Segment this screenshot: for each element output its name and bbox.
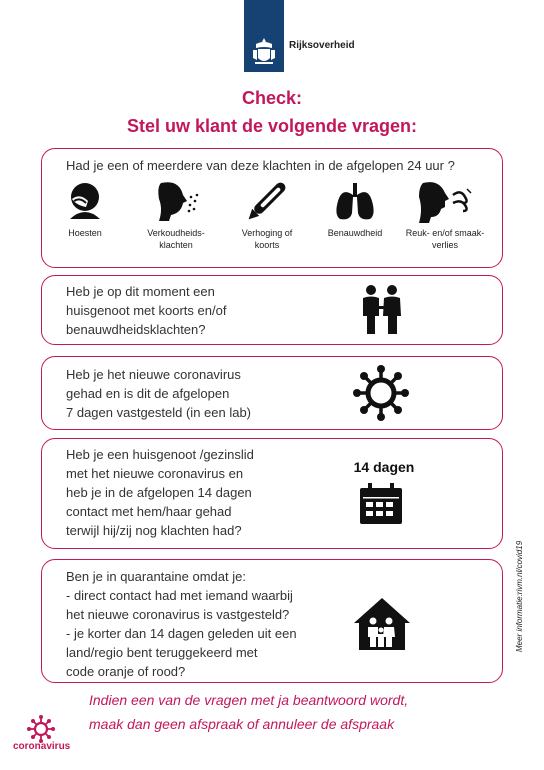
- page-subtitle: Stel uw klant de volgende vragen:: [126, 116, 418, 136]
- question-line: heb je in de afgelopen 14 dagen: [66, 485, 252, 500]
- symptom-label: Verhoging of koorts: [241, 228, 293, 250]
- footer-instruction-line2: maak dan geen afspraak of annuleer de afspraak: [89, 716, 395, 732]
- question-line: Heb je het nieuwe coronavirus: [66, 367, 241, 382]
- smell-loss-icon: [417, 179, 473, 223]
- question-text: [66, 282, 226, 339]
- question-line: - je korter dan 14 dagen geleden uit een: [66, 626, 297, 641]
- symptom-label: Benauwdheid: [327, 228, 383, 238]
- footer-instruction-line1: Indien een van de vragen met ja beantwoord wordt,: [89, 692, 409, 708]
- household-people-icon: [360, 284, 404, 336]
- page-title: Check:: [241, 88, 303, 108]
- question-quarantine-box: [41, 559, 503, 683]
- coronavirus-logo-icon: [26, 714, 56, 744]
- sneezing-icon: [153, 179, 199, 223]
- question-infected-box: [41, 356, 503, 430]
- question-line: code oranje of rood?: [66, 664, 186, 679]
- question-line: land/regio bent teruggekeerd met: [66, 645, 258, 660]
- virus-icon: [352, 364, 410, 422]
- question-line: met het nieuwe coronavirus en: [66, 466, 244, 481]
- more-info-note: Meer informatie:rivm.nl/covid19: [515, 540, 524, 652]
- question-symptoms-box: [41, 148, 503, 268]
- question-text: [66, 567, 297, 681]
- symptom-fever: [224, 179, 310, 251]
- question-housemate-box: [41, 275, 503, 345]
- question-line: benauwdheidsklachten?: [66, 322, 206, 337]
- symptom-label: Reuk- en/of smaak- verlies: [405, 228, 485, 250]
- symptom-smell-loss: [402, 179, 488, 251]
- coronavirus-logo-text: coronavirus: [13, 741, 71, 752]
- question-contact-box: [41, 438, 503, 549]
- question-line: het nieuwe coronavirus is vastgesteld?: [66, 607, 290, 622]
- symptom-label: Hoesten: [68, 228, 102, 238]
- coughing-icon: [62, 179, 108, 223]
- question-line: contact met hem/haar gehad: [66, 504, 232, 519]
- question-text: [66, 445, 254, 540]
- brand-name: Rijksoverheid: [289, 40, 355, 51]
- thermometer-icon: [244, 179, 290, 223]
- question-text: Had je een of meerdere van deze klachten in de afgelopen 24 uur ?: [66, 158, 455, 173]
- crest-icon: [250, 36, 278, 66]
- calendar-icon: [359, 483, 403, 525]
- house-family-icon: [353, 597, 411, 651]
- question-line: - direct contact had met iemand waarbij: [66, 588, 293, 603]
- question-line: Heb je op dit moment een: [66, 284, 215, 299]
- symptom-label: Verkoudheids- klachten: [147, 228, 205, 250]
- symptom-cold: [133, 179, 219, 251]
- question-line: huisgenoot met koorts en/of: [66, 303, 227, 318]
- question-line: Ben je in quarantaine omdat je:: [66, 569, 246, 584]
- question-line: terwijl hij/zij nog klachten had?: [66, 523, 242, 538]
- lungs-icon: [332, 179, 378, 223]
- question-text: [66, 365, 251, 422]
- days-label: 14 dagen: [353, 459, 415, 475]
- question-line: Heb je een huisgenoot /gezinslid: [66, 447, 254, 462]
- symptom-cough: [42, 179, 128, 239]
- question-line: 7 dagen vastgesteld (in een lab): [66, 405, 252, 420]
- symptom-breathless: [312, 179, 398, 239]
- question-line: gehad en is dit de afgelopen: [66, 386, 230, 401]
